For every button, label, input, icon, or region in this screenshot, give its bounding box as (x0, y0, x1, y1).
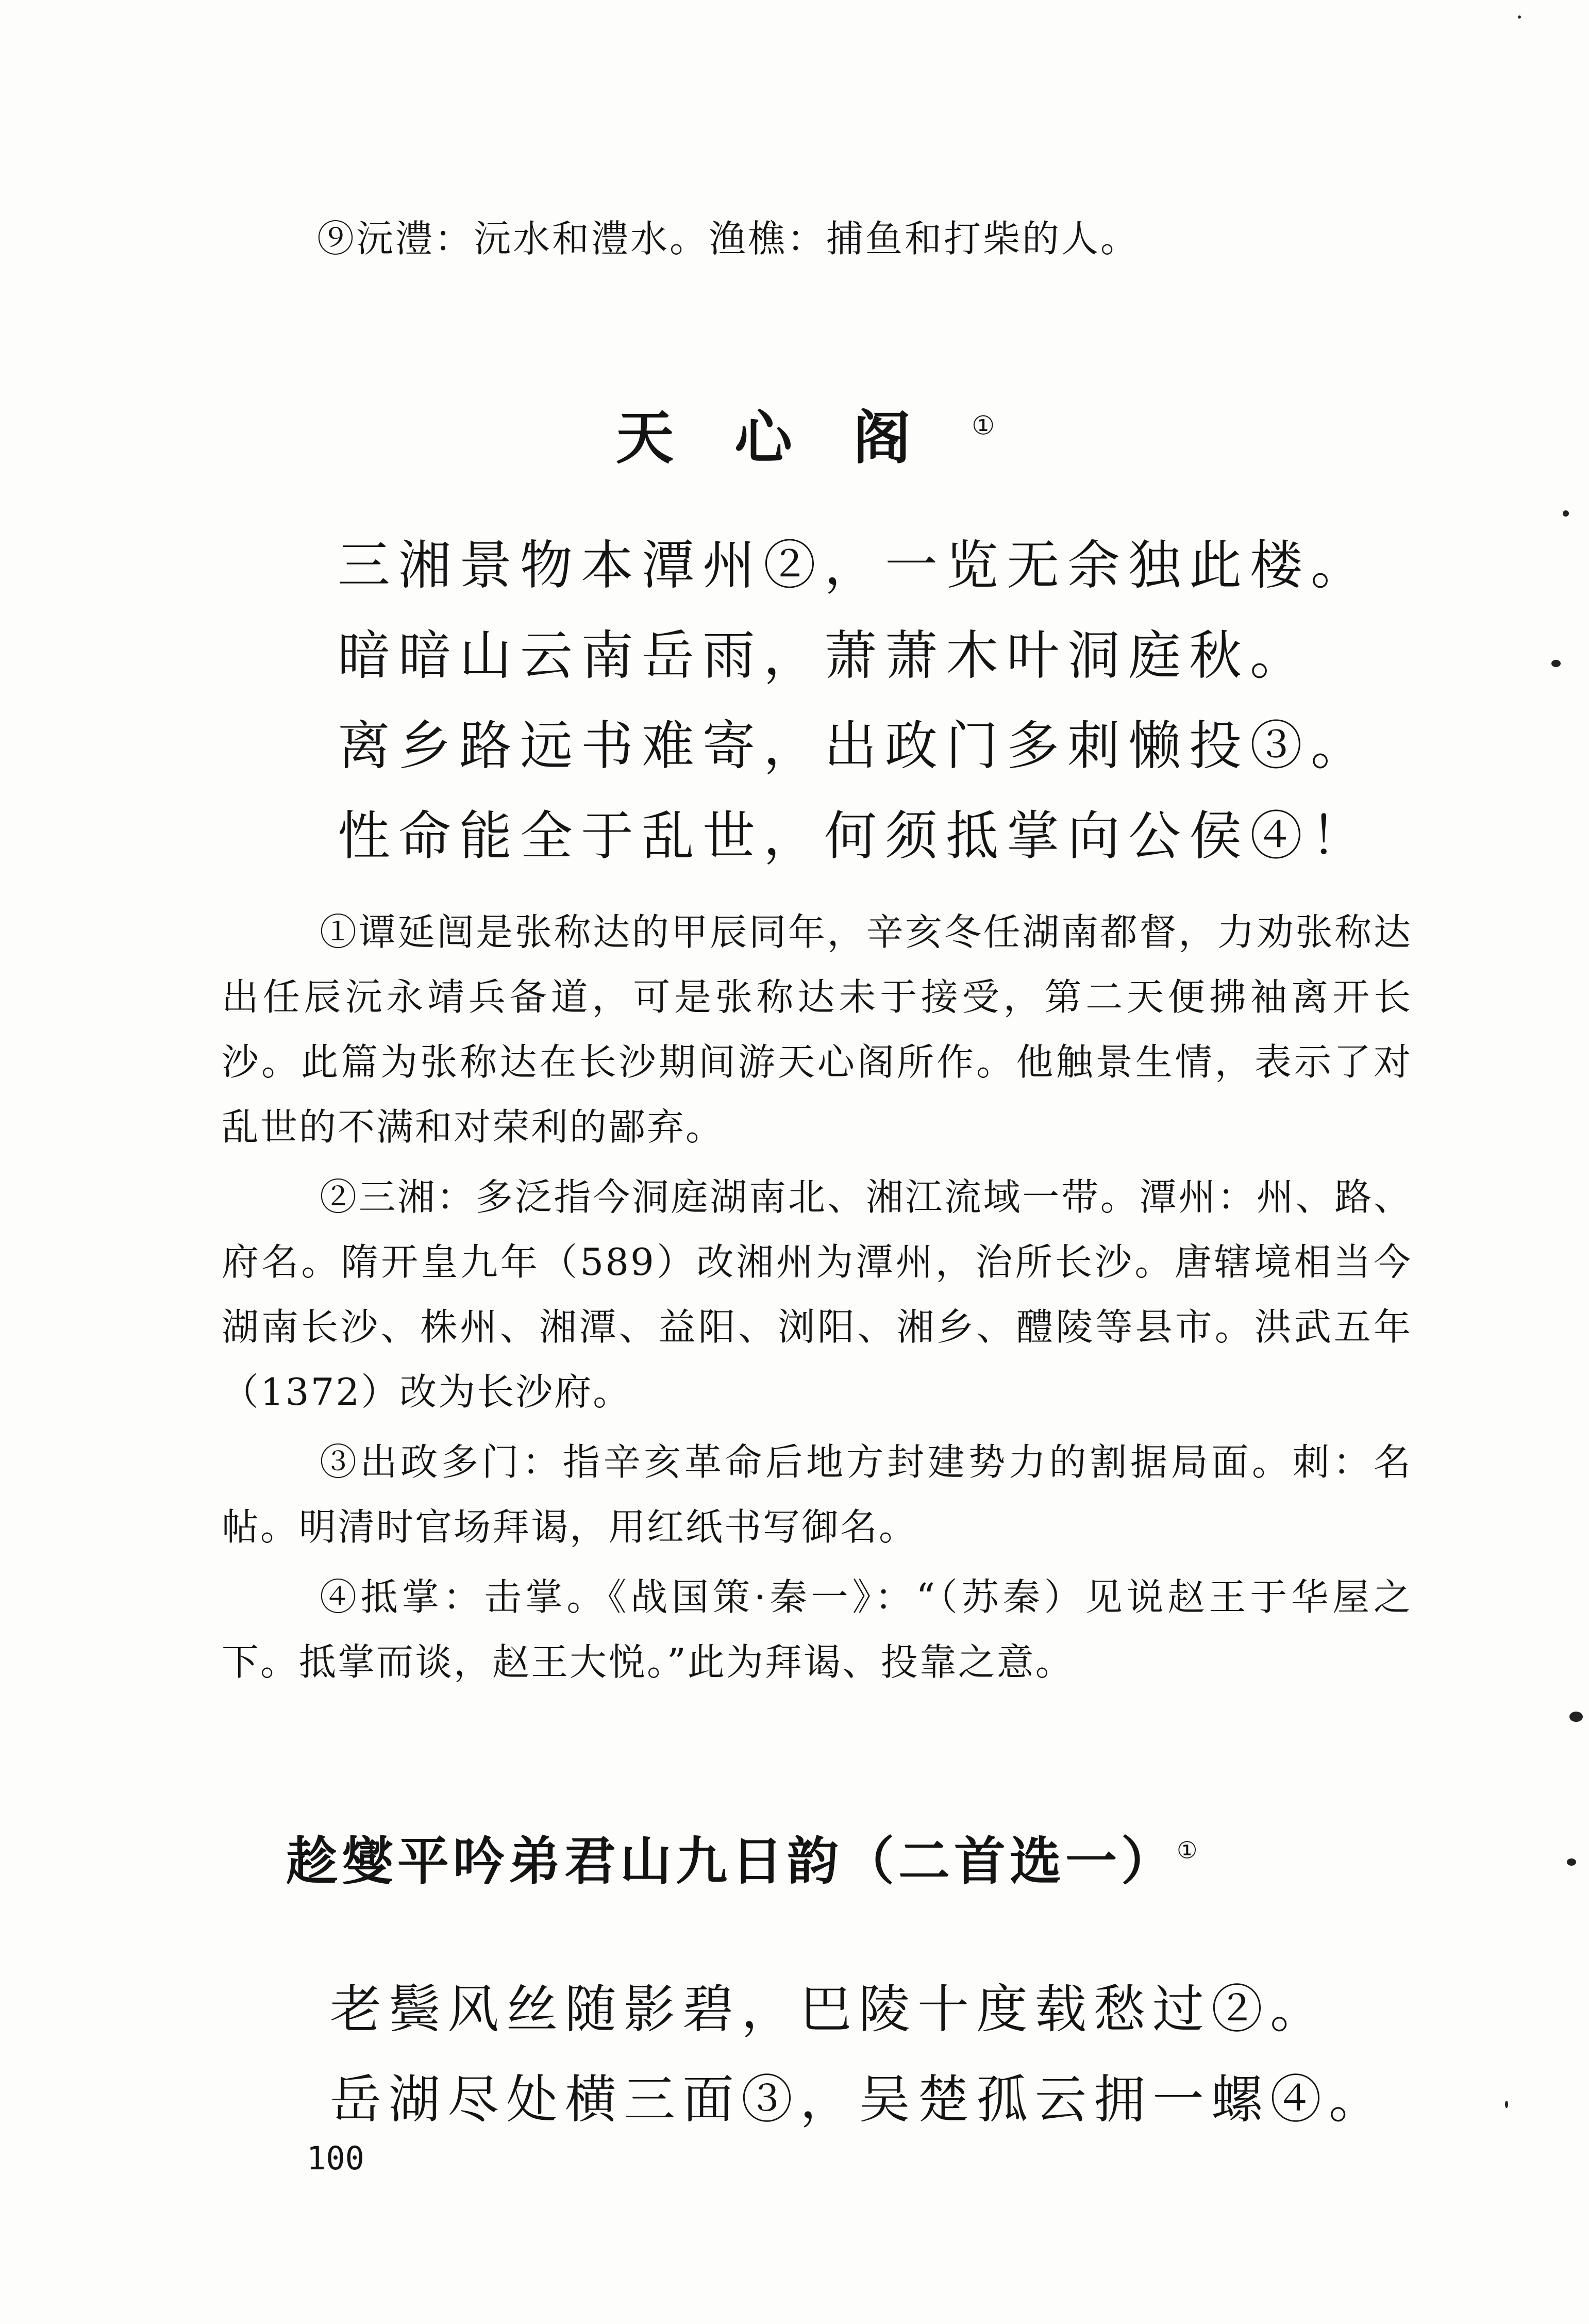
scan-speck (1567, 1858, 1576, 1866)
scan-speck (1505, 2101, 1508, 2108)
poem-title-junshan (286, 1820, 1197, 1894)
poem-line: 离乡路远书难寄，出政门多刺懒投③。 (338, 716, 1371, 777)
poem-body-junshan (330, 1964, 1387, 2145)
scan-speck (1551, 660, 1561, 667)
page-number: 100 (307, 2139, 364, 2177)
poem-line: 岳湖尽处横三面③，吴楚孤云拥一螺④。 (330, 2069, 1387, 2130)
scan-speck (1563, 510, 1569, 517)
poem-title-text: 趁燮平吟弟君山九日韵（二首选一） (286, 1831, 1177, 1891)
poem-line: 暗暗山云南岳雨，萧萧木叶洞庭秋。 (338, 625, 1311, 687)
annotations (222, 900, 1412, 1700)
poem-line: 三湘景物本潭州②，一览无余独此楼。 (338, 535, 1371, 596)
scan-speck (1518, 15, 1521, 19)
poem-title-tianxinge (616, 392, 995, 475)
poem-line: 老鬓风丝随影碧，巴陵十度载愁过②。 (330, 1979, 1329, 2039)
annotation-4: ④抵掌：击掌。《战国策·秦一》：“（苏秦）见说赵王于华屋之下。抵掌而谈，赵王大悦。”此为拜谒、投靠之意。 (222, 1575, 1412, 1684)
annotation-1: ①谭延闿是张称达的甲辰同年，辛亥冬任湖南都督，力劝张称达出任辰沅永靖兵备道，可是张称达未于接受，第二天便拂袖离开长沙。此篇为张称达在长沙期间游天心阁所作。他触景生情，表示了对乱世的不满和对荣利的鄙弃。 (222, 910, 1412, 1149)
annotation-3: ③出政多门：指辛亥革命后地方封建势力的割据局面。刺：名帖。明清时官场拜谒，用红纸书写御名。 (222, 1440, 1412, 1549)
poem-body-tianxinge (338, 521, 1371, 882)
previous-note-9: ⑨沅澧：沅水和澧水。渔樵：捕鱼和打柴的人。 (317, 217, 1140, 260)
poem-title-text: 天心阁 (616, 405, 972, 472)
poem-line: 性命能全于乱世，何须抵掌向公侯④！ (338, 806, 1371, 867)
scan-speck (1569, 1712, 1583, 1722)
annotation-2: ②三湘：多泛指今洞庭湖南北、湘江流域一带。潭州：州、路、府名。隋开皇九年（589）改湘州为潭州，治所长沙。唐辖境相当今湖南长沙、株州、湘潭、益阳、浏阳、湘乡、醴陵等县市。洪武五年（1372）改为长沙府。 (222, 1175, 1412, 1414)
footnote-mark: ① (1177, 1836, 1198, 1864)
footnote-mark: ① (972, 410, 995, 441)
